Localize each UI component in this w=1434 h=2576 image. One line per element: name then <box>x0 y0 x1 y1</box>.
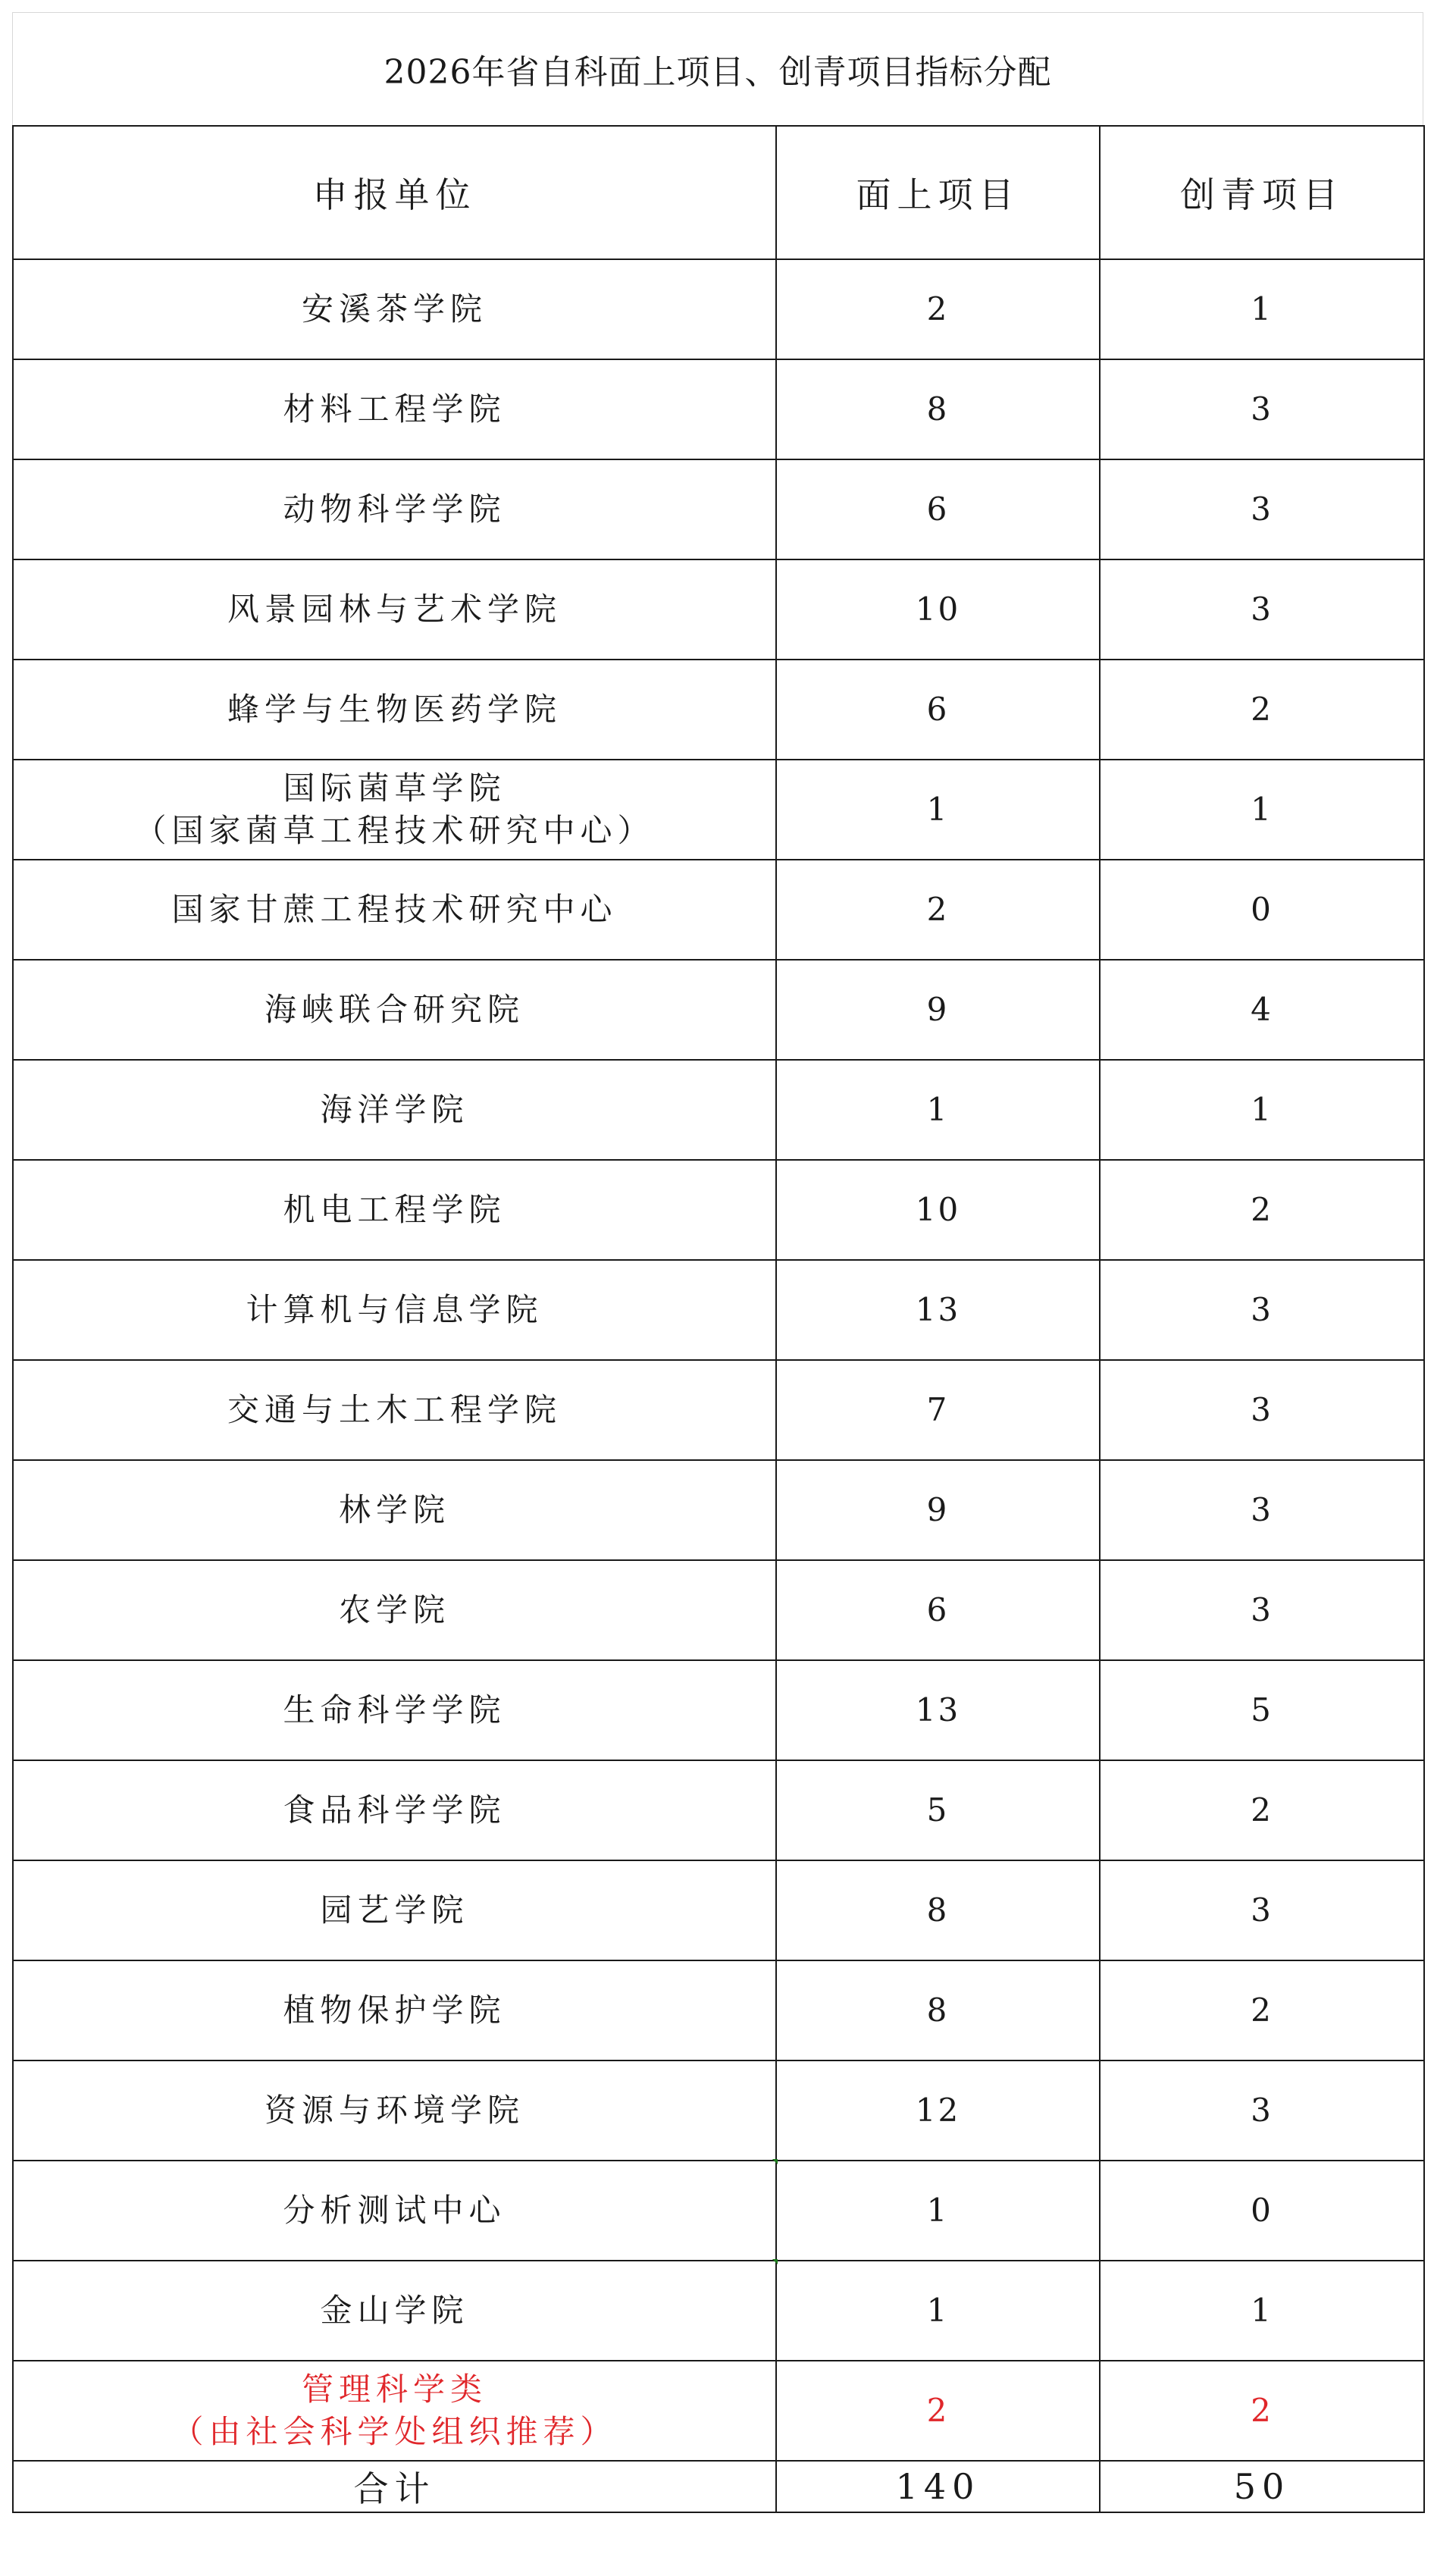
cell-note-marker <box>772 2259 778 2264</box>
table-row <box>13 2060 1424 2161</box>
unit-name-line: 资源与环境学院 <box>264 2092 524 2129</box>
unit-name-line: 安溪茶学院 <box>301 290 487 327</box>
youth-count-cell: 2 <box>1100 1760 1424 1860</box>
general-count-cell: 8 <box>776 359 1100 459</box>
youth-count-cell: 1 <box>1100 1060 1424 1160</box>
table-row <box>13 1260 1424 1360</box>
general-count-cell: 7 <box>776 1360 1100 1460</box>
table-row <box>13 760 1424 860</box>
unit-cell <box>13 1560 776 1660</box>
unit-name-line: 生命科学学院 <box>283 1691 506 1728</box>
table-row <box>13 2161 1424 2261</box>
header-unit: 申报单位 <box>13 126 776 259</box>
unit-cell <box>13 1660 776 1760</box>
youth-count-cell: 2 <box>1100 2361 1424 2461</box>
unit-name-line: （国家菌草工程技术研究中心） <box>134 812 655 849</box>
sheet-title: 2026年省自科面上项目、创青项目指标分配 <box>12 12 1423 125</box>
unit-name-line: 机电工程学院 <box>283 1191 506 1228</box>
unit-cell <box>13 2261 776 2361</box>
header-youth-projects: 创青项目 <box>1100 126 1424 259</box>
general-count-cell: 1 <box>776 1060 1100 1160</box>
total-label: 合计 <box>13 2461 776 2512</box>
general-count-cell: 2 <box>776 2361 1100 2461</box>
table-row <box>13 1460 1424 1560</box>
total-general: 140 <box>776 2461 1100 2512</box>
general-count-cell: 2 <box>776 259 1100 359</box>
unit-cell <box>13 1860 776 1960</box>
header-row <box>13 126 1424 259</box>
general-count-cell: 6 <box>776 660 1100 760</box>
unit-cell <box>13 860 776 960</box>
unit-cell <box>13 960 776 1060</box>
unit-name-line: （由社会科学处组织推荐） <box>171 2413 618 2450</box>
unit-name-line: 食品科学学院 <box>283 1791 506 1829</box>
youth-count-cell: 3 <box>1100 459 1424 559</box>
unit-cell <box>13 2060 776 2161</box>
general-count-cell: 8 <box>776 1860 1100 1960</box>
youth-count-cell: 0 <box>1100 2161 1424 2261</box>
general-count-cell: 1 <box>776 2161 1100 2261</box>
youth-count-cell: 3 <box>1100 2060 1424 2161</box>
youth-count-cell: 3 <box>1100 1560 1424 1660</box>
youth-count-cell: 1 <box>1100 760 1424 860</box>
unit-name-line: 国家甘蔗工程技术研究中心 <box>171 891 618 928</box>
unit-name-line: 蜂学与生物医药学院 <box>227 691 562 728</box>
unit-name-line: 植物保护学院 <box>283 1992 506 2029</box>
unit-name-line: 交通与土木工程学院 <box>227 1391 562 1428</box>
unit-name-line: 分析测试中心 <box>283 2192 506 2229</box>
general-count-cell: 13 <box>776 1260 1100 1360</box>
unit-name-line: 动物科学学院 <box>283 490 506 528</box>
general-count-cell: 2 <box>776 860 1100 960</box>
unit-cell <box>13 459 776 559</box>
header-general-projects: 面上项目 <box>776 126 1100 259</box>
table-body <box>13 259 1424 2461</box>
general-count-cell: 9 <box>776 960 1100 1060</box>
youth-count-cell: 3 <box>1100 1460 1424 1560</box>
youth-count-cell: 2 <box>1100 1960 1424 2060</box>
youth-count-cell: 5 <box>1100 1660 1424 1760</box>
unit-name-line: 林学院 <box>338 1491 450 1528</box>
unit-name-line: 计算机与信息学院 <box>246 1291 543 1328</box>
general-count-cell: 10 <box>776 559 1100 660</box>
general-count-cell: 12 <box>776 2060 1100 2161</box>
youth-count-cell: 1 <box>1100 2261 1424 2361</box>
table-row <box>13 1960 1424 2060</box>
allocation-sheet <box>12 12 1423 2513</box>
unit-cell <box>13 259 776 359</box>
unit-name-line: 农学院 <box>338 1591 450 1628</box>
unit-name-line: 海峡联合研究院 <box>264 991 524 1028</box>
table-row <box>13 359 1424 459</box>
general-count-cell: 9 <box>776 1460 1100 1560</box>
table-row <box>13 860 1424 960</box>
youth-count-cell: 1 <box>1100 259 1424 359</box>
unit-name-line: 园艺学院 <box>320 1891 469 1929</box>
unit-cell <box>13 1160 776 1260</box>
unit-cell <box>13 359 776 459</box>
unit-name-line: 海洋学院 <box>320 1091 469 1128</box>
youth-count-cell: 3 <box>1100 559 1424 660</box>
allocation-table <box>12 125 1425 2513</box>
youth-count-cell: 3 <box>1100 1860 1424 1960</box>
total-youth: 50 <box>1100 2461 1424 2512</box>
unit-cell <box>13 2161 776 2261</box>
unit-cell <box>13 1060 776 1160</box>
table-row <box>13 960 1424 1060</box>
unit-name-line: 金山学院 <box>320 2292 469 2329</box>
table-row <box>13 2361 1424 2461</box>
table-row <box>13 559 1424 660</box>
unit-cell <box>13 1960 776 2060</box>
youth-count-cell: 3 <box>1100 1260 1424 1360</box>
unit-name-line: 国际菌草学院 <box>283 769 506 807</box>
general-count-cell: 1 <box>776 2261 1100 2361</box>
table-row <box>13 1860 1424 1960</box>
youth-count-cell: 2 <box>1100 660 1424 760</box>
unit-cell <box>13 559 776 660</box>
unit-cell <box>13 660 776 760</box>
youth-count-cell: 2 <box>1100 1160 1424 1260</box>
unit-cell <box>13 1760 776 1860</box>
table-row <box>13 1160 1424 1260</box>
general-count-cell: 6 <box>776 1560 1100 1660</box>
youth-count-cell: 0 <box>1100 860 1424 960</box>
youth-count-cell: 3 <box>1100 1360 1424 1460</box>
unit-cell <box>13 1360 776 1460</box>
general-count-cell: 8 <box>776 1960 1100 2060</box>
table-row <box>13 1560 1424 1660</box>
unit-cell <box>13 760 776 860</box>
table-row <box>13 1360 1424 1460</box>
general-count-cell: 13 <box>776 1660 1100 1760</box>
unit-cell <box>13 2361 776 2461</box>
general-count-cell: 6 <box>776 459 1100 559</box>
unit-name-line: 材料工程学院 <box>283 390 506 428</box>
unit-cell <box>13 1260 776 1360</box>
table-row <box>13 660 1424 760</box>
unit-cell <box>13 1460 776 1560</box>
total-row <box>13 2461 1424 2512</box>
table-row <box>13 1660 1424 1760</box>
table-row <box>13 2261 1424 2361</box>
youth-count-cell: 3 <box>1100 359 1424 459</box>
table-row <box>13 259 1424 359</box>
unit-name-line: 管理科学类 <box>301 2371 487 2408</box>
table-row <box>13 459 1424 559</box>
table-row <box>13 1060 1424 1160</box>
youth-count-cell: 4 <box>1100 960 1424 1060</box>
cell-note-marker <box>772 2159 778 2164</box>
unit-name-line: 风景园林与艺术学院 <box>227 591 562 628</box>
general-count-cell: 5 <box>776 1760 1100 1860</box>
general-count-cell: 1 <box>776 760 1100 860</box>
general-count-cell: 10 <box>776 1160 1100 1260</box>
table-row <box>13 1760 1424 1860</box>
